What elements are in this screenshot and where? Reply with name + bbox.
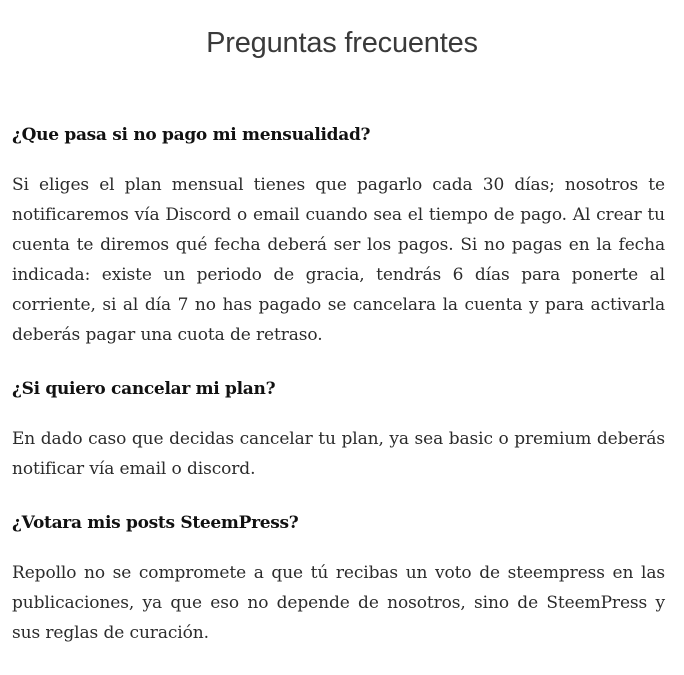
faq-question: ¿Que pasa si no pago mi mensualidad? — [12, 125, 371, 145]
faq-question: ¿Votara mis posts SteemPress? — [12, 513, 299, 533]
faq-item — [12, 374, 665, 484]
faq-answer: En dado caso que decidas cancelar tu plan, ya sea basic o premium deberás notificar vía email o discord. — [12, 429, 665, 479]
faq-answer: Si eliges el plan mensual tienes que pagarlo cada 30 días; nosotros te notificaremos vía Discord o email cuando sea el tiempo de pago. Al crear tu cuenta te diremos qué fecha deberá ser los pagos. Si no pagas en la fecha indicada: existe un periodo de gracia, tendrás 6 días para ponerte al corriente, si al día 7 no has pagado se cancelara la cuenta y para activarla deberás pagar una cuota de retraso. — [12, 175, 665, 345]
faq-question: ¿Si quiero cancelar mi plan? — [12, 379, 276, 399]
faq-answer: Repollo no se compromete a que tú recibas un voto de steempress en las publicaciones, ya que eso no depende de nosotros, sino de SteemPress y sus reglas de curación. — [12, 563, 665, 643]
faq-item — [12, 120, 665, 350]
faq-item — [12, 508, 665, 648]
page-title: Preguntas frecuentes — [206, 27, 478, 59]
faq-list — [12, 120, 665, 648]
